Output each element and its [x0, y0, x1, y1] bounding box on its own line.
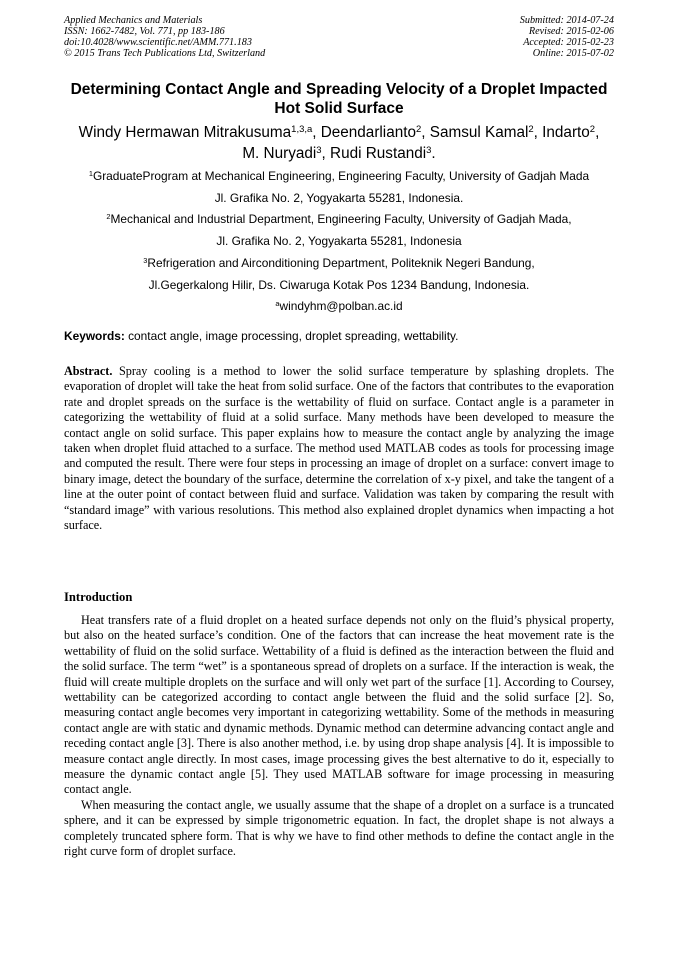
submitted-date: Submitted: 2014-07-24 [519, 15, 614, 26]
journal-name: Applied Mechanics and Materials [64, 15, 203, 26]
affiliation-text: GraduateProgram at Mechanical Engineering, Engineering Faculty, University of Gadjah Mada [92, 169, 590, 183]
revised-date: Revised: 2015-02-06 [528, 25, 614, 37]
affiliation-list [40, 166, 638, 318]
abstract-label: Abstract. [64, 364, 113, 378]
abstract [64, 364, 614, 533]
introduction-body [64, 613, 614, 860]
affiliation-line [40, 253, 638, 275]
affiliation-mark: 2 [106, 212, 111, 222]
affiliation-line [40, 275, 638, 297]
affiliation-text: Jl. Grafika No. 2, Yogyakarta 55281, Indonesia. [214, 190, 464, 205]
corresponding-email[interactable]: windyhm@polban.ac.id [279, 299, 403, 314]
author-name: Indarto [542, 124, 590, 141]
affiliation-text: Mechanical and Industrial Department, Engineering Faculty, University of Gadjah Mada, [110, 212, 572, 227]
affiliation-line [40, 188, 638, 210]
accepted-date: Accepted: 2015-02-23 [523, 36, 614, 48]
author-name: Samsul Kamal [429, 124, 529, 141]
online-date: Online: 2015-07-02 [532, 47, 614, 59]
author-affiliation-mark: 1,3,a [291, 123, 313, 135]
publication-dates [520, 16, 614, 60]
journal-doi[interactable]: doi:10.4028/www.scientific.net/AMM.771.183 [64, 36, 252, 48]
paragraph: When measuring the contact angle, we usually assume that the shape of a droplet on a surface is a truncated sphere, and it can be expressed by simple trigonometric equation. In fact, the droplet shape is not always a completely truncated sphere form. That is why we have to find other methods to define the contact angle in the right curve form of droplet surface. [64, 797, 614, 859]
abstract-text: Spray cooling is a method to lower the solid surface temperature by splashing droplets. The evaporation of droplet will take the heat from solid surface. One of the factors that contributes to the evaporation rate and droplet spreads on the surface is the wettability of fluid on surface. Contact angle is a parameter in categorizing the wettability of fluid at a solid surface. Many methods have been developed to measure the contact angle on solid surface. This paper explains how to measure the contact angle by analyzing the image taken when droplet fluid attached to a surface. The method used MATLAB codes as tools for processing image and computed the result. There were four steps in processing an image of droplet on a surface: convert image to binary image, detect the boundary of the surface, determine the correlation of x-y pixel, and take the tangent of a line at the outer point of contact between fluid and surface. Validation was taken by comparing the result with “standard image” with various resolutions. This method also explained droplet dynamics when impacting a hot surface. [64, 364, 614, 533]
affiliation-text: Refrigeration and Airconditioning Department, Politeknik Negeri Bandung, [147, 255, 535, 270]
affiliation-line [40, 209, 638, 231]
affiliation-mark: a [275, 299, 280, 309]
affiliation-mark: 1 [88, 168, 93, 178]
author-affiliation-mark: 3 [426, 144, 432, 156]
author-affiliation-mark: 3 [316, 144, 322, 156]
author-separator: , [312, 124, 321, 141]
author-affiliation-mark: 2 [415, 123, 422, 135]
keywords-label: Keywords: [64, 329, 125, 343]
paper-title: Determining Contact Angle and Spreading Velocity of a Droplet Impacted Hot Solid Surface [70, 81, 608, 117]
author-separator: . [431, 145, 436, 162]
author-separator: , [321, 145, 331, 162]
author-affiliation-mark: 2 [589, 123, 596, 135]
affiliation-line [40, 231, 638, 253]
affiliation-line [40, 166, 638, 188]
affiliation-text: Jl. Grafika No. 2, Yogyakarta 55281, Indonesia [216, 234, 462, 249]
author-name: M. Nuryadi [242, 145, 317, 162]
affiliation-text: Jl.Gegerkalong Hilir, Ds. Ciwaruga Kotak Pos 1234 Bandung, Indonesia. [148, 277, 530, 292]
author-name: Deendarlianto [320, 124, 416, 141]
author-separator: , [421, 124, 430, 141]
keywords [64, 329, 624, 344]
journal-header [64, 16, 265, 60]
author-separator: , [595, 124, 600, 141]
author-name: Windy Hermawan Mitrakusuma [78, 124, 292, 141]
section-heading-introduction: Introduction [64, 590, 133, 604]
keywords-text: contact angle, image processing, droplet spreading, wettability. [128, 329, 459, 343]
affiliation-line [40, 296, 638, 318]
journal-copyright: © 2015 Trans Tech Publications Ltd, Switzerland [64, 47, 266, 59]
author-separator: , [533, 124, 543, 141]
affiliation-mark: 3 [143, 255, 148, 265]
journal-issn: ISSN: 1662-7482, Vol. 771, pp 183-186 [64, 25, 225, 37]
paragraph: Heat transfers rate of a fluid droplet on a heated surface depends not only on the fluid’s physical property, but also on the heated surface’s condition. One of the factors that can increase the heat movement rate is the wettability of fluid on the solid surface. Wettability of a fluid is defined as the interaction between the fluid and the solid surface. The term “wet” is a spontaneous spread of droplets on a surface. If the interaction is weak, the fluid will create multiple droplets on the surface and will only wet part of the surface [1]. According to Coursey, wettability can be categorized according to contact angle between the fluid and the solid surface [2]. So, measuring contact angle becomes very important in categorizing wettability. Some of the methods in measuring contact angle are with static and dynamic methods. Dynamic method can determine advancing contact angle and receding contact angle [3]. There is also another method, i.e. by using drop shape analysis [4]. It is impossible to measure contact angle directly. In most cases, image processing gives the best alternative to do it, especially to measure the dynamic contact angle [5]. They used MATLAB software for image processing in measuring contact angle. [64, 613, 614, 797]
author-name: Rudi Rustandi [330, 145, 427, 162]
author-list [56, 122, 622, 164]
author-affiliation-mark: 2 [528, 123, 534, 135]
